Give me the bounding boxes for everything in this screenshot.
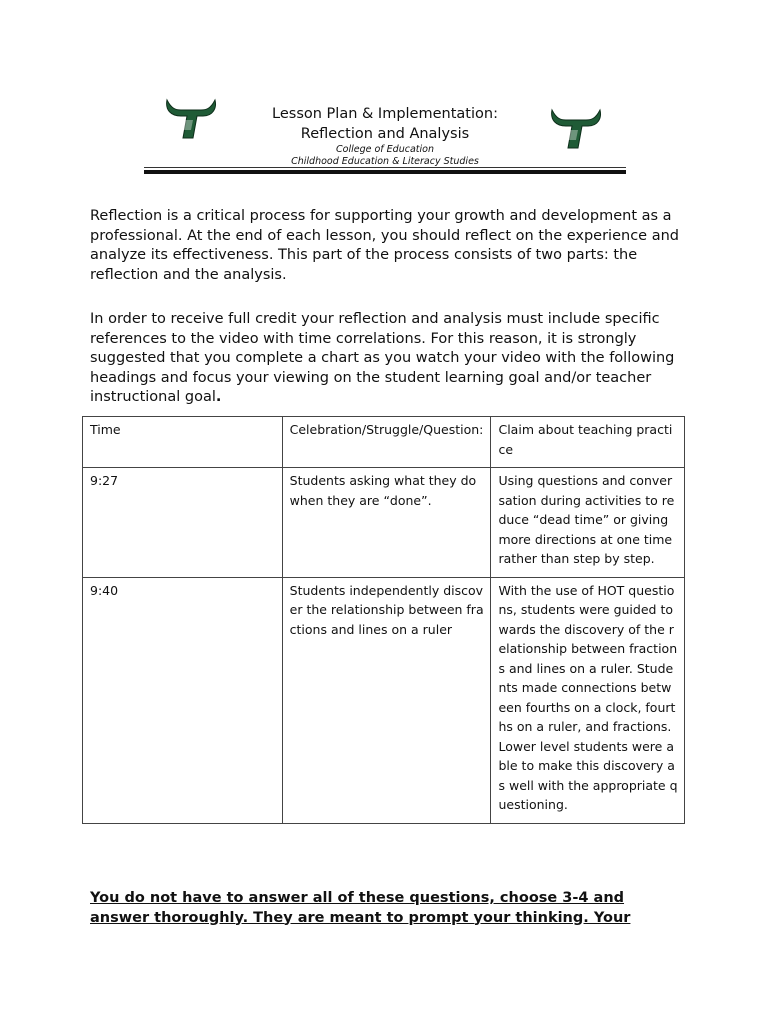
intro-paragraph: Reflection is a critical process for supporting your growth and development as a professional. At the end of each lesson, you should reflect on the experience and analyze its effectiveness. This part of the process consists of two parts: the reflection and the analysis. <box>90 208 679 283</box>
header-cell-time: Time <box>83 417 283 468</box>
questions-note: You do not have to answer all of these questions, choose 3-4 and answer thoroughly. They are meant to prompt your thinking. Your <box>90 890 631 926</box>
usf-bull-logo-left <box>163 96 219 144</box>
header-cell-claim: Claim about teaching practice <box>491 417 685 468</box>
table-row <box>83 577 685 823</box>
table-cell-claim: With the use of HOT questions, students were guided towards the discovery of the relationship between fractions and lines on a ruler. Students made connections between fourths on a clock, fourths on a ruler, and fractions. Lower level students were able to make this discovery as well with the appropriate questioning. <box>491 577 685 823</box>
header-cell-celebration: Celebration/Struggle/Question: <box>282 417 491 468</box>
table-row <box>83 468 685 578</box>
table-cell-claim: Using questions and conversation during activities to reduce “dead time” or giving more directions at one time rather than step by step. <box>491 468 685 578</box>
instructions-paragraph <box>90 310 690 408</box>
usf-bull-logo-right <box>548 106 604 154</box>
table-cell-time: 9:40 <box>83 577 283 823</box>
header-subtitle-line2: Childhood Education & Literacy Studies <box>291 156 479 167</box>
header-subtitle-line1: College of Education <box>336 144 434 155</box>
table-cell-celebration: Students asking what they do when they are “done”. <box>282 468 491 578</box>
header-divider-thick <box>144 170 626 174</box>
document-header <box>230 104 540 168</box>
header-title-line2: Reflection and Analysis <box>300 126 470 142</box>
instructions-text: In order to receive full credit your reflection and analysis must include specific references to the video with time correlations. For this reason, it is strongly suggested that you complete a chart as you watch your video with the following headings and focus your viewing on the student learning goal and/or teacher instructional goal <box>90 311 675 405</box>
table-cell-time: 9:27 <box>83 468 283 578</box>
header-divider-thin <box>144 167 626 168</box>
instructions-period: . <box>215 389 222 405</box>
reflection-chart-table <box>82 416 685 824</box>
table-header-row <box>83 417 685 468</box>
table-cell-celebration: Students independently discover the relationship between fractions and lines on a ruler <box>282 577 491 823</box>
header-title-line1: Lesson Plan & Implementation: <box>272 106 498 122</box>
